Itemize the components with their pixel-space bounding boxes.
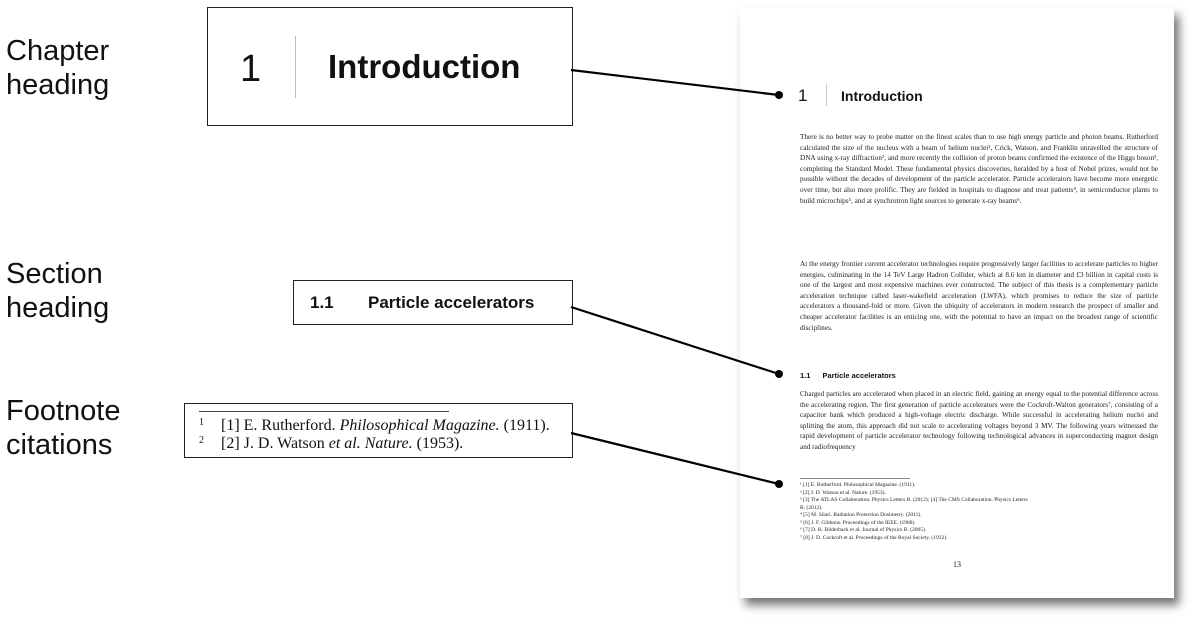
- footnote-journal: Philosophical Magazine.: [339, 417, 500, 434]
- page-footnote: ⁴ [5] M. Silari. Radiation Protection Dosimetry. (2011).: [800, 512, 922, 518]
- footnote-ref: [2]: [221, 435, 240, 452]
- label-line: Footnote: [6, 395, 121, 427]
- chapter-connector-dot: [775, 91, 783, 99]
- chapter-title: Introduction: [328, 48, 521, 85]
- page-footnote: ² [2] J. D. Watson et al. Nature. (1953).: [800, 489, 886, 496]
- footnote-mark: 1: [199, 417, 204, 428]
- page-chapter-title: Introduction: [841, 88, 923, 104]
- footnote-mark: 2: [199, 435, 204, 446]
- page-footnote: ⁵ [6] J. F. Gibbons. Proceedings of the IEEE. (1968).: [800, 519, 916, 526]
- body-paragraph: Charged particles are accelerated when placed in an electric field, gaining an energy equal to the potential difference across the accelerating region. The first generation of particle accelerators were the Cockroft-Walton generators⁷, consisting of a capacitor bank which produced a high-voltage electric discharge. While successful in accelerating helium nuclei and splitting the atom, this approach did not scale to accelerating voltages beyond 3 MV. The following years witnessed the rapid development of particle accelerator technology following technological advances in superconducting magnet design and radiofrequency: [800, 390, 1158, 451]
- footnote-author: J. D. Watson: [243, 435, 325, 452]
- page-footnote: ¹ [1] E. Rutherford. Philosophical Magazine. (1911).: [800, 482, 916, 488]
- page-section-number: 1.1: [800, 371, 811, 380]
- label-line: Section: [6, 258, 103, 290]
- footnote-journal: Nature.: [364, 435, 413, 452]
- chapter-connector-line: [571, 70, 779, 95]
- label-line: citations: [6, 429, 113, 461]
- section-title: Particle accelerators: [368, 293, 535, 312]
- body-paragraph: There is no better way to probe matter on the finest scales than to use high energy particle and photon beams. Rutherford calculated the size of the nucleus with a beam of helium nuclei¹, Crick, Watson, and Franklin unravelled the structure of DNA using x-ray diffraction², and more recently the collision of proton beams confirmed the existence of the Higgs boson³, completing the Standard Model. These fundamental physics discoveries, heralded by a host of Nobel prizes, would not be possible without the decades of development of the particle accelerator. Particle accelerators have become more energetic over time, but also more prolific. They are fielded in hospitals to diagnose and treat patients⁴, in semiconductor plants to build microchips⁵, and at synchrotron light sources to generate x-ray beams⁶.: [800, 133, 1158, 205]
- footnote-connector-line: [571, 433, 779, 484]
- page-section-title: Particle accelerators: [822, 371, 896, 380]
- section-connector-dot: [775, 370, 783, 378]
- page-footnote: ³ [3] The ATLAS Collaboration. Physics Letters B. (2012); [4] The CMS Collaboration. Physics Letters: [800, 497, 1028, 503]
- label-line: Chapter: [6, 35, 110, 67]
- footnote-year: (1953).: [416, 435, 464, 452]
- page-chapter-number: 1: [798, 86, 808, 105]
- footnote-author: E. Rutherford.: [243, 417, 336, 434]
- page-footnote: ⁷ [8] J. D. Cockroft et al. Proceedings of the Royal Society. (1932).: [800, 534, 948, 541]
- page-number: 13: [953, 560, 961, 569]
- footnote-ref: [1]: [221, 417, 240, 434]
- footnote-connector-dot: [775, 480, 783, 488]
- body-paragraph: At the energy frontier current accelerator technologies require progressively larger facilities to accelerate particles to higher energies, culminating in the 14 TeV Large Hadron Collider, which at 8.6 km in diameter and £3 billion in capital costs is one of the largest and most expensive machines ever constructed. The subject of this thesis is a complementary particle acceleration technique called laser-wakefield acceleration (LWFA), which promises to reduce the size of particle accelerators a thousand-fold or more. Given the ubiquity of accelerators in modern research the prospect of smaller and cheaper accelerator facilities is an enticing one, with the potential to have an impact on the broadest range of scientific disciplines.: [800, 260, 1158, 332]
- footnote-year: (1911).: [503, 417, 550, 434]
- section-number: 1.1: [310, 293, 334, 312]
- section-connector-line: [571, 307, 779, 374]
- page-footnote: B. (2012).: [800, 504, 823, 511]
- page-footnote: ⁶ [7] D. H. Bilderback et al. Journal of Physics B. (2005).: [800, 527, 927, 533]
- label-line: heading: [6, 69, 110, 101]
- label-line: heading: [6, 292, 110, 324]
- footnote-etal: et al.: [328, 435, 361, 452]
- chapter-number: 1: [240, 48, 262, 90]
